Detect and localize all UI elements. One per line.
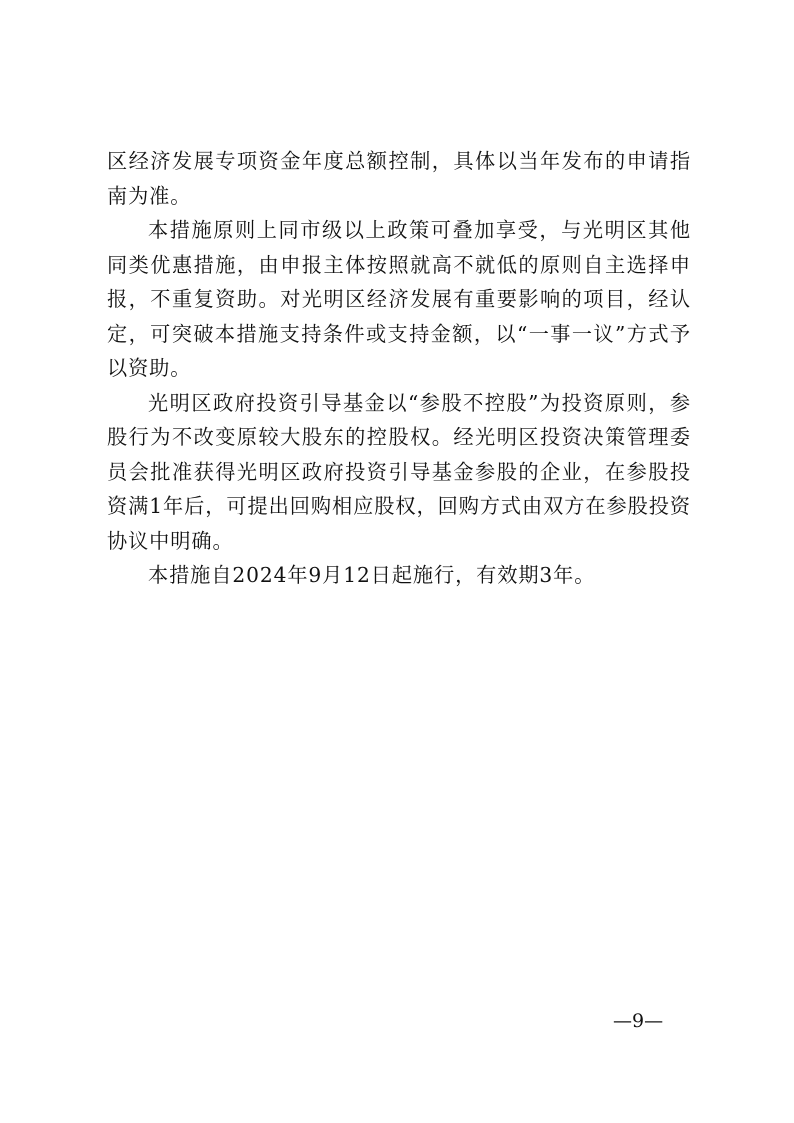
- paragraph-effective-date: 本措施自2024年9月12日起施行，有效期3年。: [148, 563, 596, 587]
- document-body: [107, 144, 691, 593]
- paragraph-policy-stacking: 本措施原则上同市级以上政策可叠加享受，与光明区其他同类优惠措施，由申报主体按照就高不就低的原则自主选择申报，不重复资助。对光明区经济发展有重要影响的项目，经认定，可突破本措施支持条件或支持金额，以“一事一议”方式予以资助。: [107, 218, 691, 380]
- page-number: —9—: [613, 1010, 664, 1032]
- paragraph-fund-budget-control: 区经济发展专项资金年度总额控制，具体以当年发布的申请指南为准。: [107, 149, 691, 208]
- paragraph-guidance-fund: 光明区政府投资引导基金以“参股不控股”为投资原则，参股行为不改变原较大股东的控股权。经光明区投资决策管理委员会批准获得光明区政府投资引导基金参股的企业，在参股投资满1年后，可提出回购相应股权，回购方式由双方在参股投资协议中明确。: [107, 390, 691, 553]
